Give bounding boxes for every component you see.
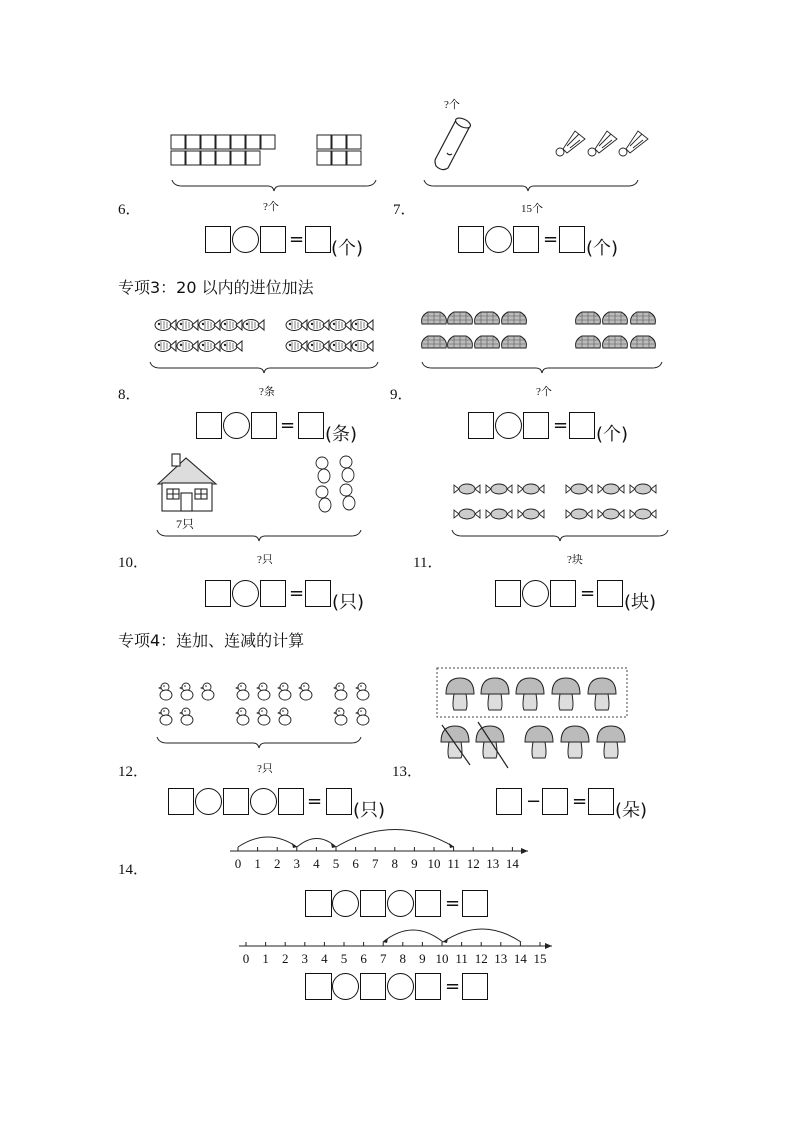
q10-equals: = [289,583,305,604]
number-line-label: 8 [399,951,407,966]
q11-unit: (块) [624,592,657,613]
number-line-label: 6 [352,856,359,871]
number-line-label: 14 [505,856,519,871]
number-line-label: 11 [447,856,460,871]
q9-brace-label: ?个 [536,386,552,398]
number-line-label: 1 [262,951,269,966]
number-line-label: 13 [486,856,500,871]
q14b-equals: = [445,976,461,997]
number-line-label: 0 [234,856,242,871]
number-line-label: 6 [360,951,367,966]
q13-minus: − [526,791,542,812]
q11-brace-label: ?块 [567,554,583,566]
q6-unit: (个) [331,238,364,259]
number-line-label: 10 [435,951,449,966]
number-line-label: 8 [391,856,399,871]
number-line-label: 0 [242,951,250,966]
q13-number: 13． [392,764,423,780]
number-line-label: 5 [340,951,348,966]
q7-brace-label: 15个 [521,203,543,215]
q6-number: 6． [118,202,141,218]
q8-unit: (条) [325,424,358,445]
q14b-operator-circle-1[interactable] [332,973,359,1000]
number-line-label: 12 [466,856,480,871]
q6-brace-label: ?个 [263,201,279,213]
q14b-operator-circle-2[interactable] [387,973,414,1000]
q12-unit: (只) [353,800,386,821]
q13-unit: (朵) [615,800,648,821]
q8-equals: = [280,415,296,436]
section-3-title: 专项3：20 以内的进位加法 [118,278,314,297]
number-line-label: 3 [301,951,309,966]
section-4-title: 专项4：连加、连减的计算 [118,631,305,650]
q10-number: 10． [118,555,149,571]
number-line-label: 3 [293,856,301,871]
q6-equals: = [289,229,305,250]
number-line-label: 7 [371,856,379,871]
q7-unit: (个) [586,238,619,259]
q10-unit: (只) [332,592,365,613]
q7-equals: = [543,229,559,250]
number-line-label: 4 [313,856,320,871]
number-line-label: 9 [411,856,418,871]
q10-house-label: 7只 [176,517,195,531]
number-line-label: 13 [494,951,508,966]
q9-unit: (个) [596,424,629,445]
q14b-box-1[interactable] [305,973,332,1000]
q12-number: 12． [118,764,149,780]
number-line-label: 12 [474,951,488,966]
number-line-label: 15 [533,951,547,966]
number-line-label: 4 [321,951,328,966]
number-line-label: 2 [281,951,289,966]
number-line-label: 1 [254,856,261,871]
number-line-label: 9 [419,951,426,966]
q8-number: 8． [118,387,141,403]
number-line-label: 5 [332,856,340,871]
number-line-label: 10 [427,856,441,871]
q7-top-label: ?个 [444,99,460,111]
q14a-equals: = [445,893,461,914]
q11-equals: = [580,583,596,604]
q9-number: 9． [390,387,413,403]
q7-number: 7． [393,202,416,218]
number-line-label: 2 [273,856,281,871]
q12-brace-label: ?只 [257,763,273,775]
number-line-label: 7 [379,951,387,966]
q11-number: 11． [413,555,443,571]
q14b-box-3[interactable] [415,973,441,1000]
number-line-label: 14 [513,951,527,966]
q14b-box-2[interactable] [360,973,386,1000]
q8-brace-label: ?条 [259,386,275,398]
q14-number: 14． [118,862,149,878]
q12-equals: = [307,791,323,812]
number-line-label: 11 [455,951,468,966]
q9-equals: = [553,415,569,436]
q14b-answer-box[interactable] [462,973,488,1000]
q13-equals: = [572,791,588,812]
q10-brace-label: ?只 [257,554,273,566]
